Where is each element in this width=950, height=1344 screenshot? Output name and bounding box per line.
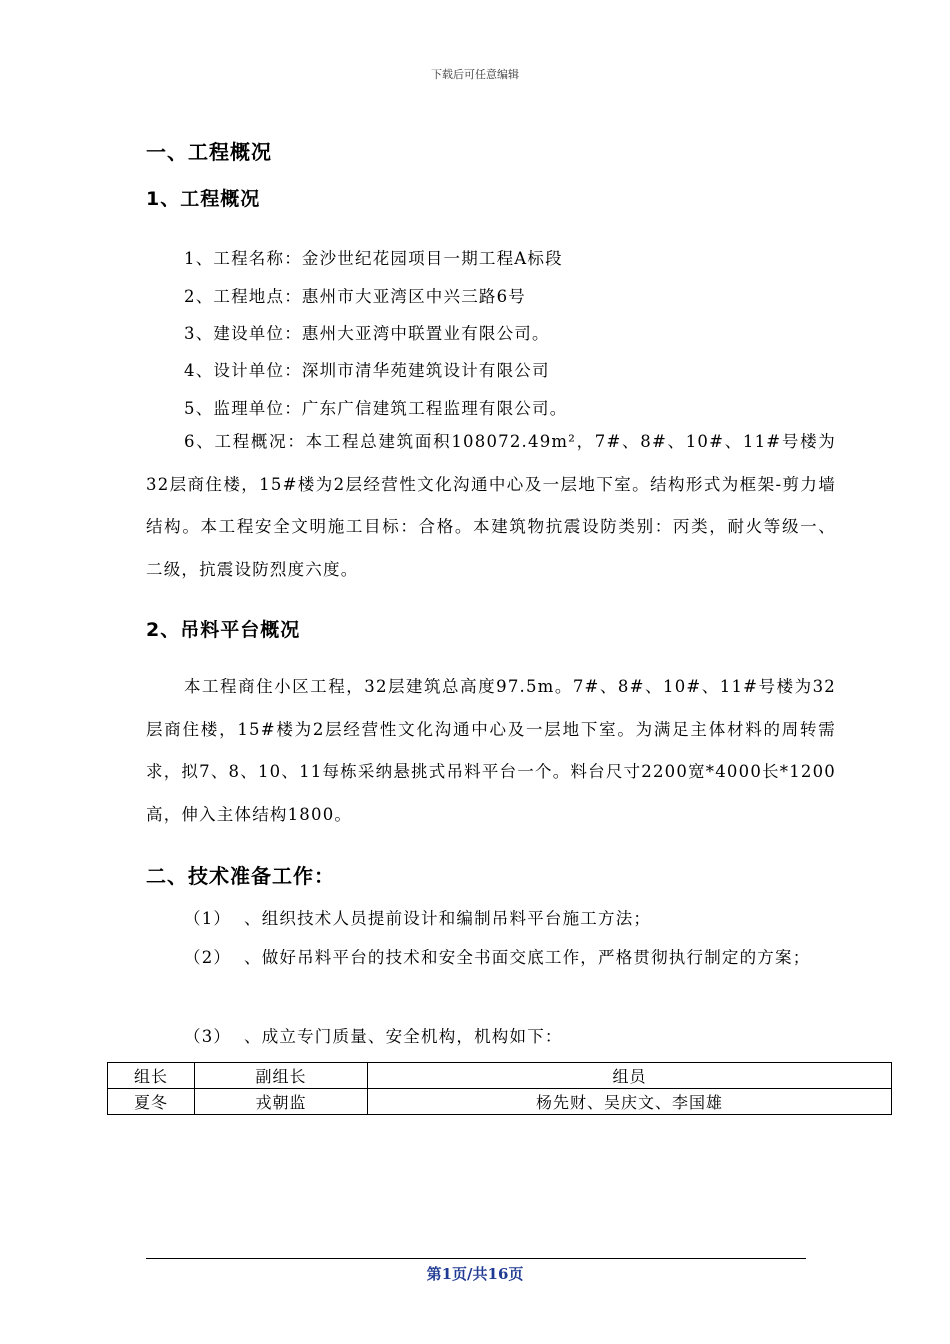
info-line-designer: 4、设计单位：深圳市清华苑建筑设计有限公司 — [184, 361, 550, 380]
page-number: 第1页/共16页 — [426, 1265, 524, 1283]
organization-table — [107, 1062, 892, 1115]
prep-item-2-text: 、做好吊料平台的技术和安全书面交底工作，严格贯彻执行制定的方案； — [244, 948, 811, 967]
paragraph-platform-overview: 本工程商住小区工程，32层建筑总高度97.5m。7#、8#、10#、11#号楼为32层商住楼，15#楼为2层经营性文化沟通中心及一层地下室。为满足主体材料的周转需求，拟7、8、10、11每栋采纳悬挑式吊料平台一个。料台尺寸2200宽*4000长*1200高，伸入主体结构1800。 — [146, 677, 836, 824]
table-cell-members: 杨先财、吴庆文、李国雄 — [368, 1089, 892, 1115]
table-header-leader: 组长 — [108, 1063, 195, 1089]
page-header-note: 下载后可任意编辑 — [431, 68, 519, 81]
section-title-tech-prep: 二、技术准备工作： — [146, 864, 335, 888]
prep-item-3-number: （3） — [184, 1027, 232, 1046]
table-header-row — [108, 1063, 892, 1089]
subsection-title-project-overview: 1、工程概况 — [146, 188, 261, 210]
info-line-developer: 3、建设单位：惠州大亚湾中联置业有限公司。 — [184, 324, 550, 343]
paragraph-project-overview: 6、工程概况：本工程总建筑面积108072.49m²，7#、8#、10#、11#号楼为32层商住楼，15#楼为2层经营性文化沟通中心及一层地下室。结构形式为框架-剪力墙结构。本工程安全文明施工目标：合格。本建筑物抗震设防类别：丙类，耐火等级一、二级，抗震设防烈度六度。 — [146, 432, 836, 579]
info-line-supervisor: 5、监理单位：广东广信建筑工程监理有限公司。 — [184, 399, 568, 418]
prep-item-3-text: 、成立专门质量、安全机构，机构如下： — [244, 1027, 563, 1046]
table-cell-leader: 夏冬 — [108, 1089, 195, 1115]
prep-item-1-number: （1） — [184, 909, 232, 928]
prep-item-3 — [146, 1016, 836, 1059]
footer-divider — [146, 1258, 806, 1259]
info-line-location: 2、工程地点：惠州市大亚湾区中兴三路6号 — [184, 287, 526, 306]
subsection-title-platform-overview: 2、吊料平台概况 — [146, 619, 301, 641]
prep-item-2-number: （2） — [184, 948, 232, 967]
table-row — [108, 1089, 892, 1115]
table-cell-deputy: 戎朝监 — [195, 1089, 368, 1115]
table-header-members: 组员 — [368, 1063, 892, 1089]
prep-item-1 — [146, 898, 836, 941]
section-title-overview: 一、工程概况 — [146, 140, 272, 164]
prep-item-2 — [146, 937, 836, 980]
info-line-project-name: 1、工程名称：金沙世纪花园项目一期工程A标段 — [184, 249, 563, 268]
prep-item-1-text: 、组织技术人员提前设计和编制吊料平台施工方法； — [244, 909, 652, 928]
table-header-deputy: 副组长 — [195, 1063, 368, 1089]
